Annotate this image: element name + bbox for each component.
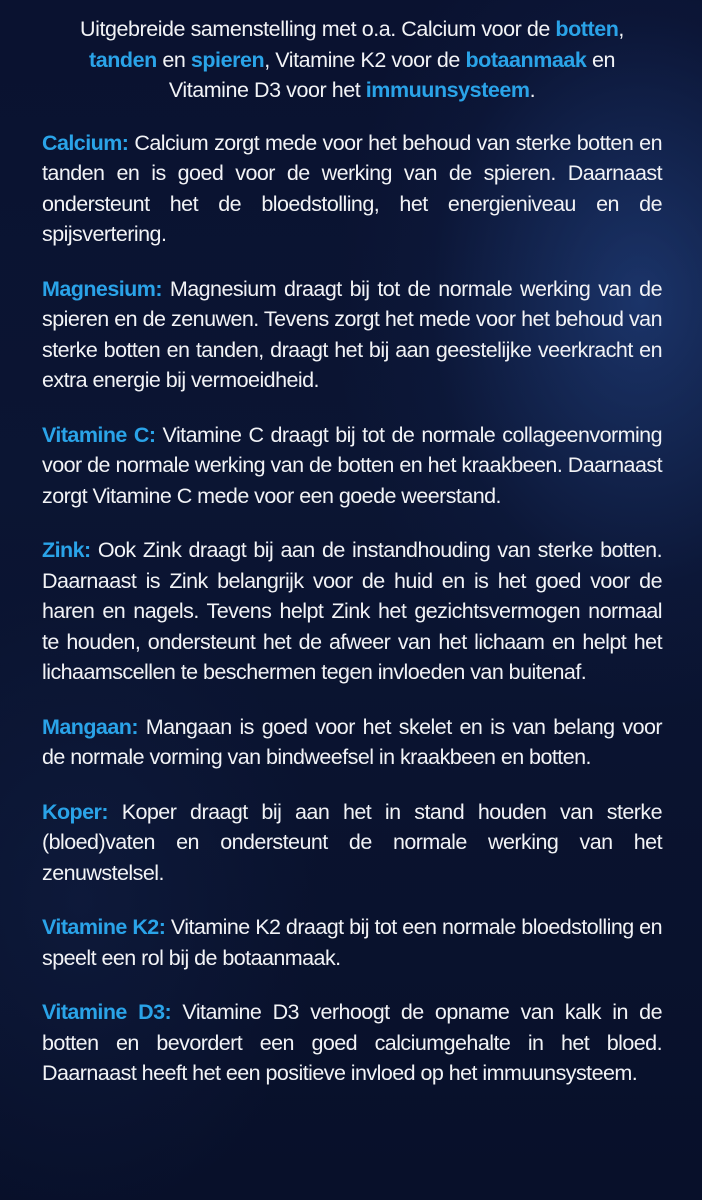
intro-text-part: en	[156, 47, 191, 72]
highlight-tanden: tanden	[89, 47, 157, 72]
highlight-botaanmaak: botaanmaak	[465, 47, 587, 72]
section-text: Vitamine D3 verhoogt de opname van kalk in de botten en bevordert een goed calciumgehalte in het bloed. Daarnaast heeft het een positieve invloed op het immuunsysteem.	[42, 1000, 662, 1085]
section-term: Vitamine C:	[42, 422, 156, 447]
section-term: Zink:	[42, 538, 91, 562]
section-text: Calcium zorgt mede voor het behoud van sterke botten en tanden en is goed voor de werking van de spieren. Daarnaast ondersteunt het de bloedstolling, het energieniveau en de spijsvertering.	[42, 130, 662, 246]
section-calcium	[42, 128, 662, 250]
highlight-immuunsysteem: immuunsysteem	[365, 78, 530, 102]
section-koper	[42, 797, 662, 889]
section-term: Koper:	[42, 799, 108, 824]
highlight-spieren: spieren	[190, 47, 265, 72]
intro-text-part: Uitgebreide samenstelling met o.a. Calcium voor de	[80, 17, 556, 41]
section-vitamine-d3	[42, 997, 662, 1089]
section-text: Koper draagt bij aan het in stand houden van sterke (bloed)vaten en ondersteunt de normale werking van het zenuwstelsel.	[42, 799, 662, 885]
section-term: Calcium:	[42, 130, 129, 155]
section-text: Ook Zink draagt bij aan de instandhouding van sterke botten. Daarnaast is Zink belangrijk voor de huid en is het goed voor de haren en nagels. Tevens helpt Zink het gezichtsvermogen normaal te houden, ondersteunt het de afweer van het lichaam en helpt het lichaamscellen te beschermen tegen invloeden van buitenaf.	[42, 538, 662, 684]
intro-text-part: .	[529, 78, 536, 102]
section-term: Magnesium:	[42, 276, 162, 301]
intro-text-part: en Vitamine D3 voor het	[168, 47, 615, 102]
section-term: Vitamine D3:	[42, 1000, 172, 1024]
highlight-botten: botten	[555, 17, 619, 41]
section-zink	[42, 535, 662, 688]
intro-text-part: , Vitamine K2 voor de	[264, 47, 466, 72]
section-text: Mangaan is goed voor het skelet en is van belang voor de normale vorming van bindweefsel in kraakbeen en botten.	[42, 714, 662, 769]
intro-text-part: ,	[618, 17, 624, 41]
section-text: Vitamine K2 draagt bij tot een normale bloedstolling en speelt een rol bij de botaanmaak.	[42, 915, 662, 970]
section-text: Vitamine C draagt bij tot de normale collageenvorming voor de normale werking van de botten en het kraakbeen. Daarnaast zorgt Vitamine C mede voor een goede weerstand.	[42, 422, 662, 508]
section-vitamine-c	[42, 420, 662, 512]
section-mangaan	[42, 712, 662, 773]
section-term: Vitamine K2:	[42, 915, 166, 939]
section-magnesium	[42, 274, 662, 396]
section-term: Mangaan:	[42, 714, 138, 739]
section-vitamine-k2	[42, 912, 662, 973]
section-text: Magnesium draagt bij tot de normale werking van de spieren en de zenuwen. Tevens zorgt het mede voor het behoud van sterke botten en tanden, draagt het bij aan geestelijke veerkracht en extra energie bij vermoeidheid.	[42, 276, 662, 392]
intro-text	[42, 14, 662, 106]
